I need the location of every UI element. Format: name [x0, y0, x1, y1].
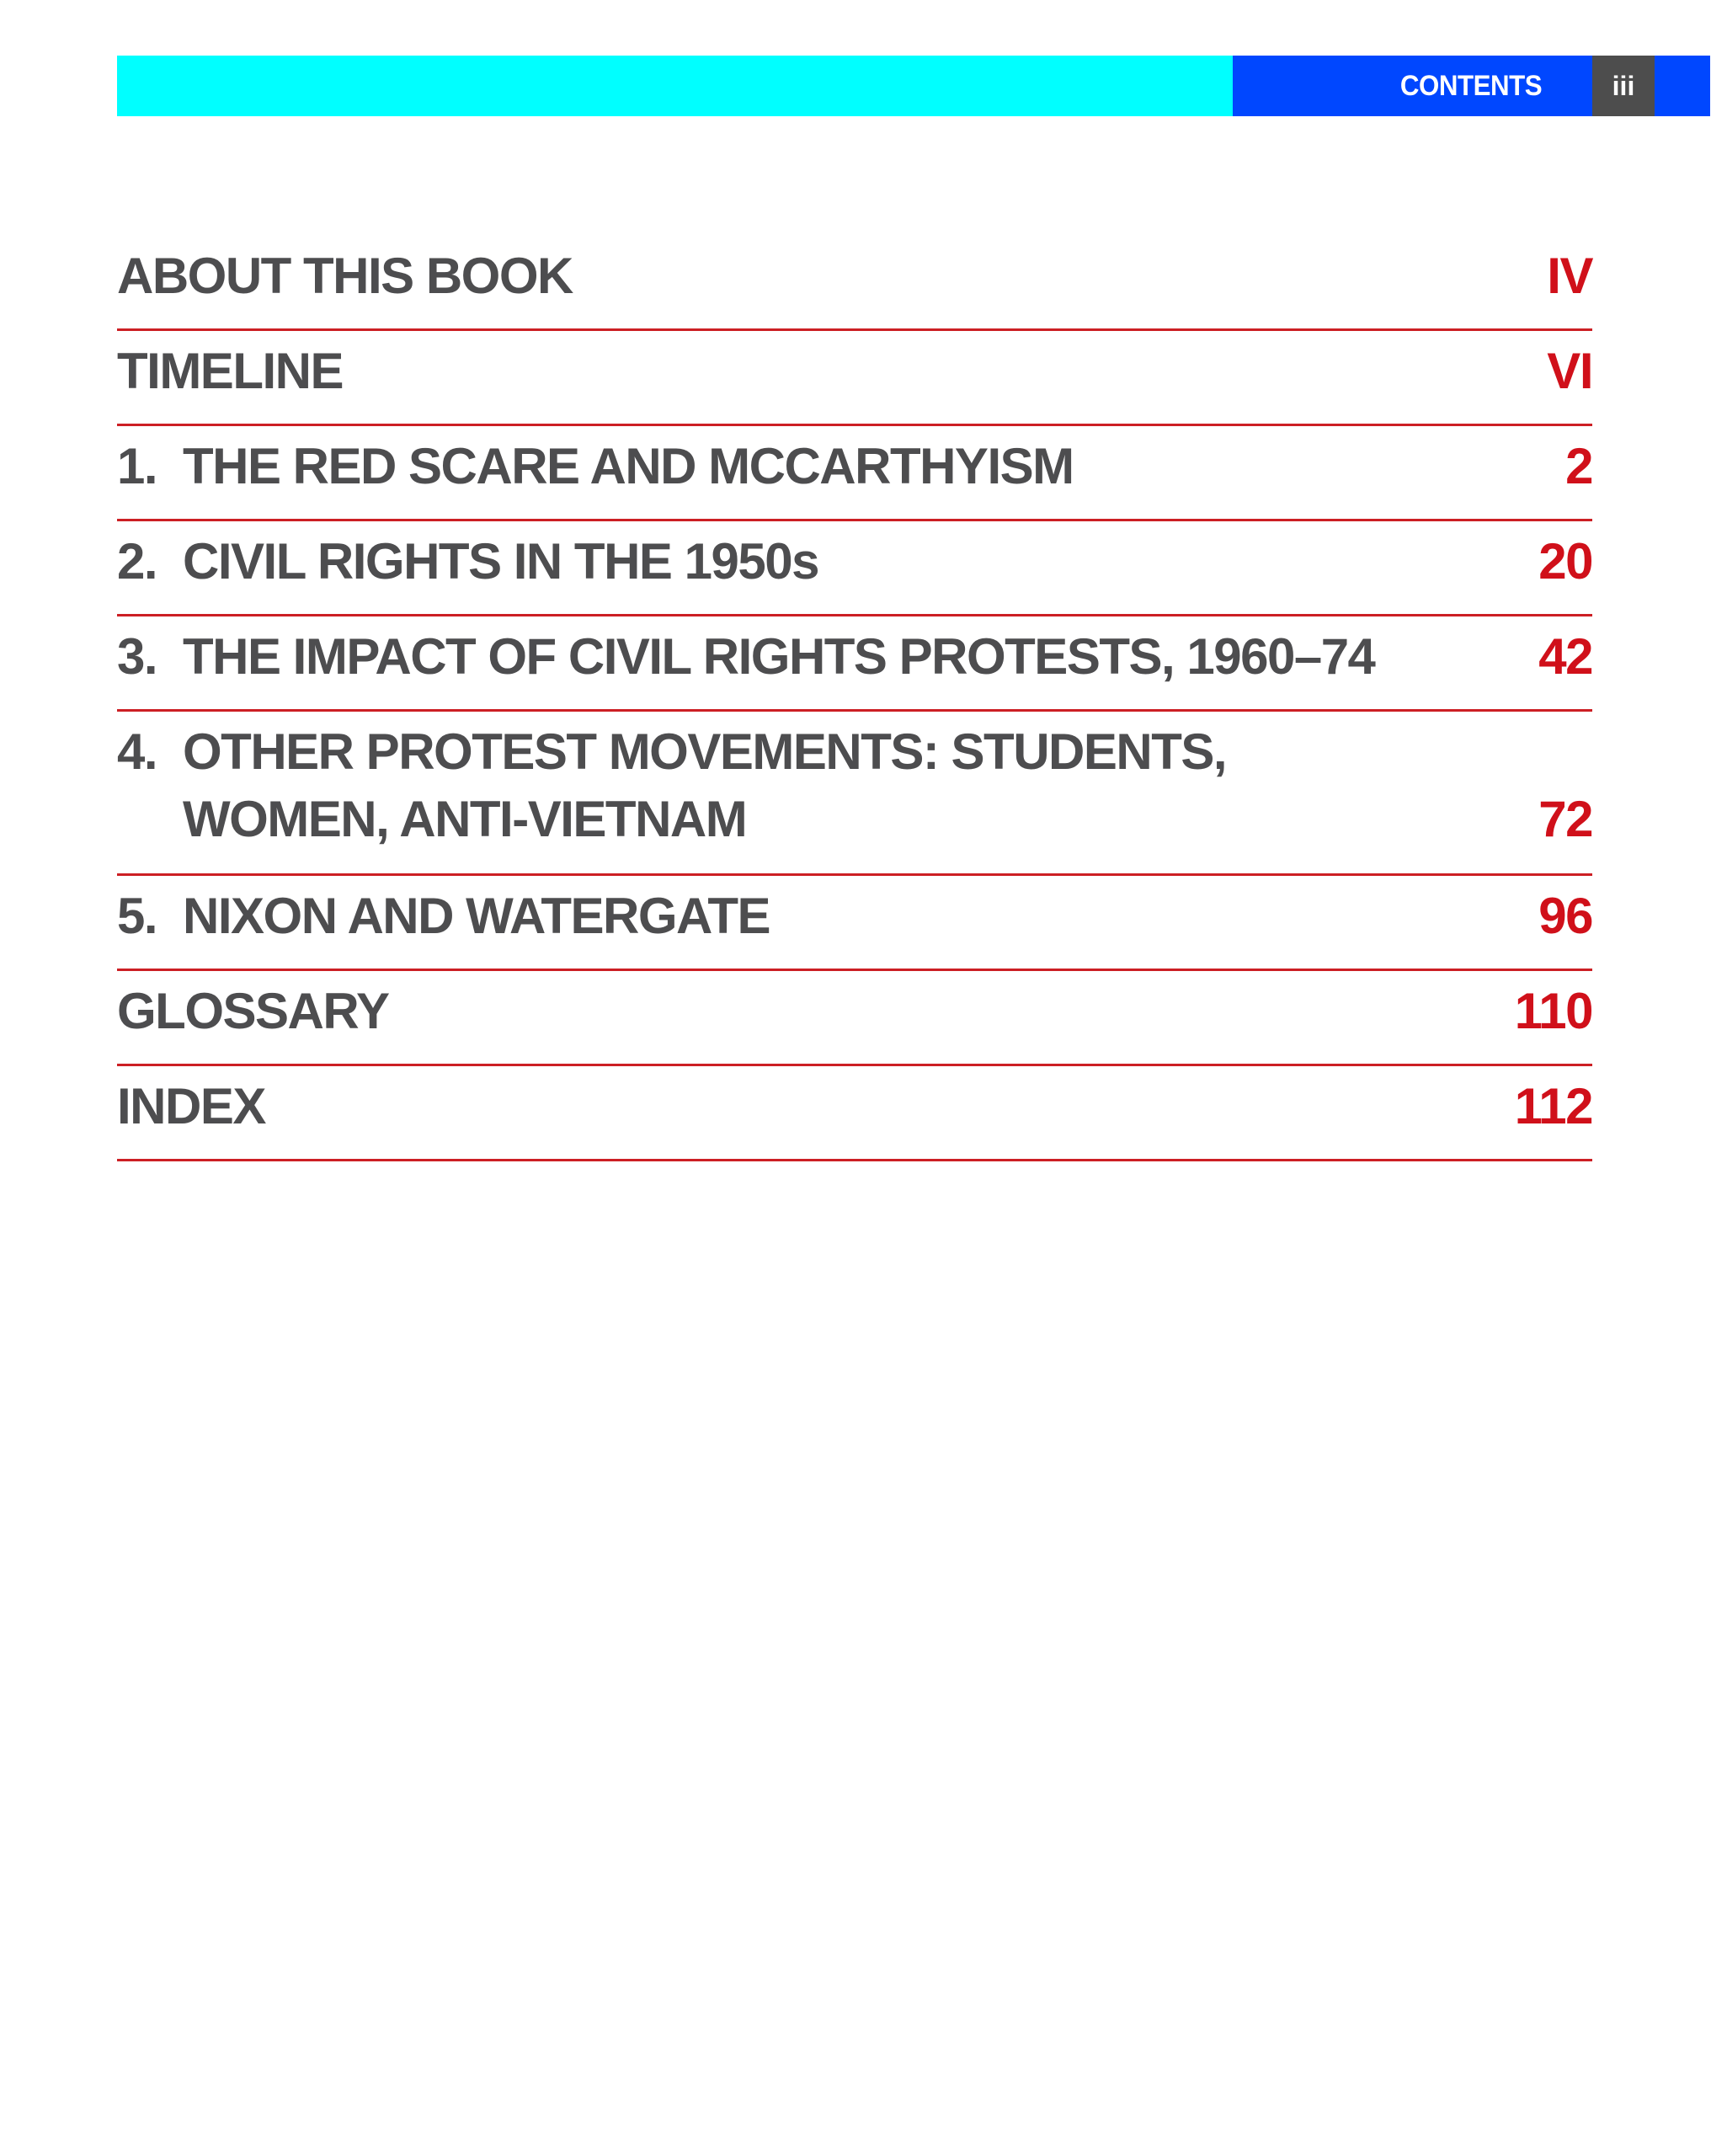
toc-entry-chapter-3[interactable] [117, 616, 1592, 712]
toc-entry-page: 110 [1514, 983, 1592, 1039]
toc-entry-index[interactable] [117, 1066, 1592, 1161]
toc-entry-title: ABOUT THIS BOOK [117, 248, 573, 304]
toc-entry-number: 3. [117, 628, 157, 685]
toc-entry-page: 112 [1514, 1078, 1592, 1134]
toc-entry-page: 42 [1538, 628, 1592, 685]
toc-entry-title: OTHER PROTEST MOVEMENTS: STUDENTS, [183, 723, 1227, 780]
toc-entry-glossary[interactable] [117, 971, 1592, 1066]
toc-entry-page: 20 [1538, 533, 1592, 590]
toc-entry-title: GLOSSARY [117, 983, 389, 1039]
toc-entry-title-line2: WOMEN, ANTI-VIETNAM [183, 791, 747, 847]
toc-entry-chapter-4[interactable] [117, 712, 1592, 876]
header-band-cyan [117, 56, 1233, 116]
header-band [117, 56, 1710, 116]
toc-entry-page: 2 [1565, 438, 1592, 494]
toc-entry-page: IV [1547, 248, 1592, 304]
toc-entry-title: THE IMPACT OF CIVIL RIGHTS PROTESTS, 1960–74 [183, 628, 1375, 685]
toc-entry-page: 72 [1538, 791, 1592, 847]
toc-entry-title: INDEX [117, 1078, 265, 1134]
toc-entry-number: 5. [117, 888, 157, 944]
table-of-contents [117, 236, 1592, 1161]
toc-entry-timeline[interactable] [117, 331, 1592, 426]
toc-entry-chapter-1[interactable] [117, 426, 1592, 521]
toc-entry-page: VI [1547, 343, 1592, 399]
toc-entry-page: 96 [1538, 888, 1592, 944]
toc-entry-number: 1. [117, 438, 157, 494]
toc-entry-chapter-5[interactable] [117, 876, 1592, 971]
toc-entry-number: 2. [117, 533, 157, 590]
section-label: CONTENTS [1399, 70, 1543, 102]
toc-entry-title: THE RED SCARE AND MCCARTHYISM [183, 438, 1074, 494]
toc-entry-number: 4. [117, 723, 157, 780]
toc-entry-chapter-2[interactable] [117, 521, 1592, 616]
page-number: iii [1592, 56, 1655, 116]
toc-entry-about[interactable] [117, 236, 1592, 331]
toc-entry-title: TIMELINE [117, 343, 343, 399]
toc-entry-title: NIXON AND WATERGATE [183, 888, 770, 944]
toc-entry-title: CIVIL RIGHTS IN THE 1950s [183, 533, 818, 590]
